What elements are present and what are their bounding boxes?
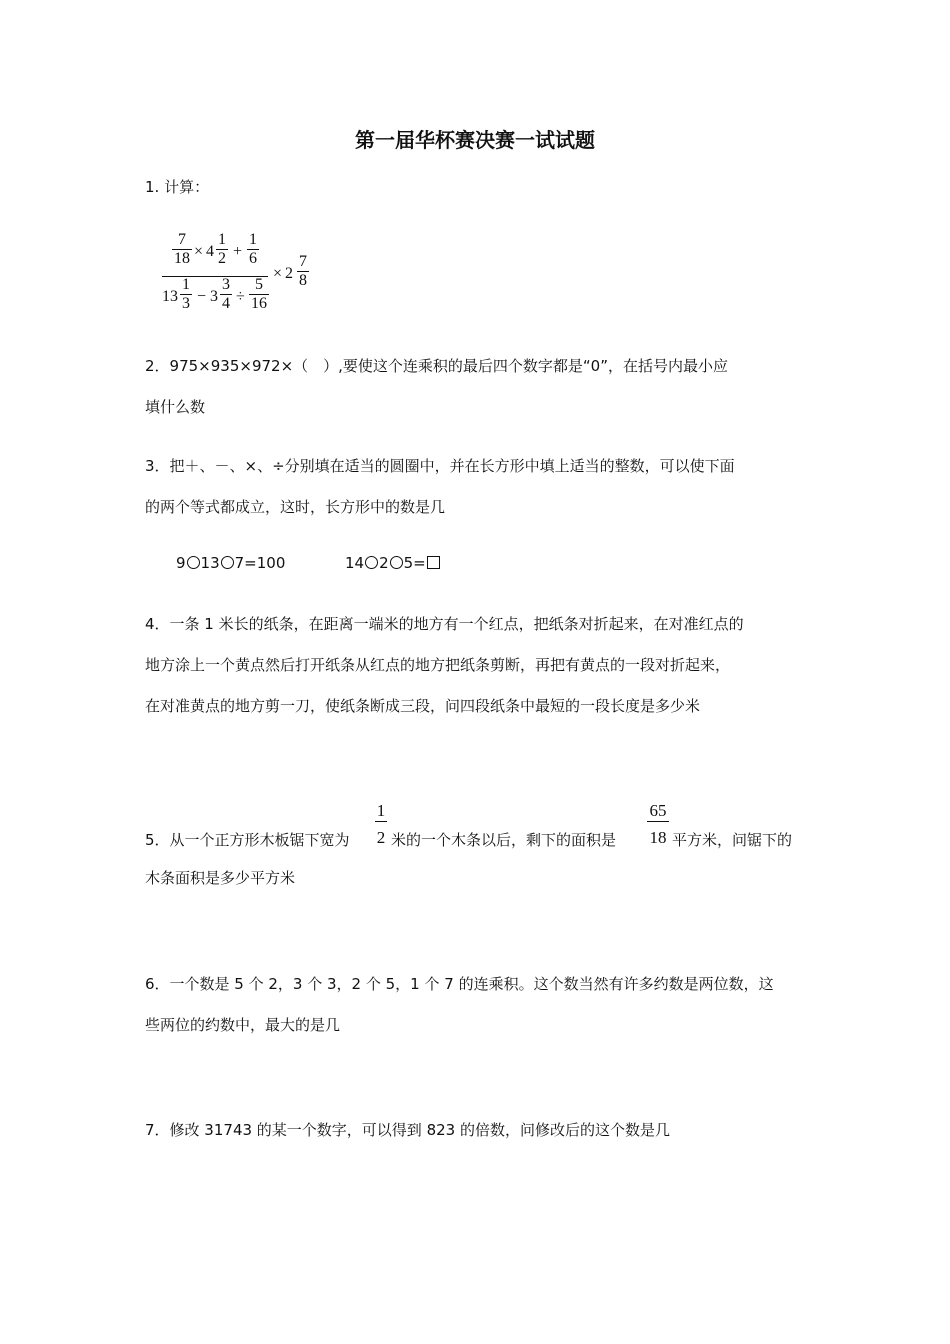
- times-sign: ×: [273, 265, 283, 282]
- mixed-whole: 13: [162, 288, 178, 305]
- fraction: $\frac{3}{4}$: [222, 276, 230, 312]
- question-1-text: 1. 计算：: [145, 178, 210, 196]
- operator-circle: [390, 556, 403, 569]
- minus-sign: −: [197, 288, 207, 305]
- fraction: $\frac{5}{16}$: [251, 276, 267, 312]
- question-4-line-2: 地方涂上一个黄点然后打开纸条从红点的地方把纸条剪断，再把有黄点的一段对折起来，: [145, 656, 731, 674]
- fraction: $\frac{7}{18}$: [174, 231, 190, 267]
- question-2-line-1: 2．975×935×972×（ ）,要使这个连乘积的最后四个数字都是“0”，在括号内最小应: [145, 357, 728, 375]
- question-3-line-2: 的两个等式都成立，这时，长方形中的数是几: [145, 498, 446, 516]
- equation-1: 9 13 7=100: [176, 554, 286, 572]
- operator-circle: [365, 556, 378, 569]
- question-2-line-2: 填什么数: [145, 398, 206, 416]
- operator-circle: [221, 556, 234, 569]
- question-3-line-1: 3．把＋、－、×、÷分别填在适当的圆圈中，并在长方形中填上适当的整数，可以使下面: [145, 457, 735, 475]
- equation-2: 14 2 5=: [345, 554, 440, 572]
- fraction-width: $\frac{1}{2}$: [376, 801, 386, 847]
- divide-sign: ÷: [236, 288, 245, 305]
- fraction: $\frac{7}{8}$: [299, 253, 307, 289]
- question-5-part-1: 5．从一个正方形木板锯下宽为: [145, 831, 350, 849]
- mixed-whole: 2: [285, 265, 293, 282]
- question-4-line-3: 在对准黄点的地方剪一刀，使纸条断成三段，问四段纸条中最短的一段长度是多少米: [145, 697, 701, 715]
- question-6-line-2: 些两位的约数中，最大的是几: [145, 1016, 341, 1034]
- page-title: 第一届华杯赛决赛一试试题: [355, 128, 595, 152]
- question-5-line-2: 木条面积是多少平方米: [145, 869, 296, 887]
- question-7-line-1: 7．修改 31743 的某一个数字，可以得到 823 的倍数，问修改后的这个数是几: [145, 1121, 670, 1139]
- question-6-line-1: 6．一个数是 5 个 2，3 个 3，2 个 5，1 个 7 的连乘积。这个数当然有许多约数是两位数，这: [145, 975, 774, 993]
- fraction-area: $\frac{65}{18}$: [647, 801, 669, 848]
- operator-circle: [187, 556, 200, 569]
- answer-rectangle: [427, 556, 440, 569]
- mixed-whole: 4: [206, 243, 214, 260]
- fraction: $\frac{1}{3}$: [182, 276, 190, 312]
- fraction: $\frac{1}{6}$: [249, 231, 257, 267]
- question-5-part-3: 平方米，问锯下的: [672, 831, 793, 849]
- question-4-line-1: 4．一条 1 米长的纸条，在距离一端米的地方有一个红点，把纸条对折起来，在对准红点的: [145, 615, 744, 633]
- question-5-part-2: 米的一个木条以后，剩下的面积是: [391, 831, 617, 849]
- times-sign: ×: [194, 243, 204, 260]
- plus-sign: +: [233, 243, 243, 260]
- fraction: $\frac{1}{2}$: [218, 231, 226, 267]
- mixed-whole: 3: [210, 288, 218, 305]
